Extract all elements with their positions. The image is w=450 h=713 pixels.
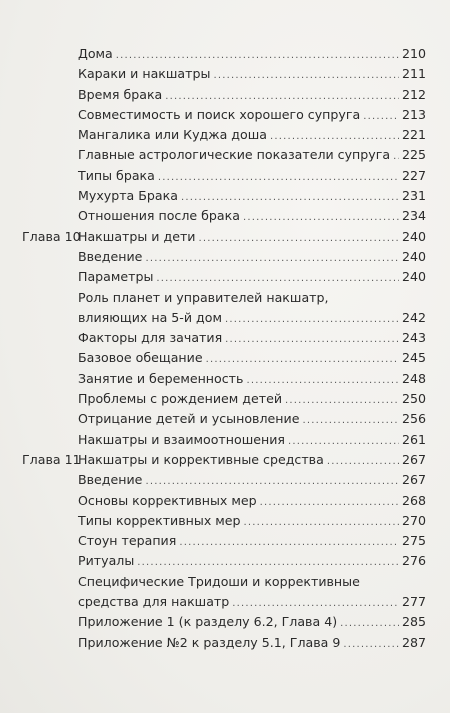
entry-title: средства для накшатр (78, 594, 230, 610)
toc-entry (0, 328, 450, 348)
entry-title: Накшатры и дети (78, 228, 196, 244)
toc-entry (0, 389, 450, 409)
toc-entry (0, 247, 450, 267)
entry-title: Роль планет и управителей накшатр, (78, 289, 329, 305)
dot-leader (270, 127, 399, 147)
toc-entry (0, 592, 450, 612)
dot-leader (285, 391, 399, 411)
page-number: 267 (401, 451, 426, 467)
dot-leader (225, 330, 399, 350)
toc-entry (0, 409, 450, 429)
dot-leader (158, 168, 399, 188)
dot-leader (145, 472, 399, 492)
toc-entry (0, 511, 450, 531)
entry-title: Типы брака (78, 167, 155, 183)
page-number: 210 (401, 46, 426, 61)
toc-entry (0, 267, 450, 287)
entry-title: Параметры (78, 269, 154, 285)
dot-leader (343, 635, 399, 655)
page-number: 240 (401, 248, 426, 264)
entry-title: Время брака (78, 86, 163, 102)
page-number: 256 (401, 411, 426, 427)
toc-entry (0, 105, 450, 125)
page-number: 285 (401, 614, 426, 630)
dot-leader (327, 452, 399, 472)
toc-entry (0, 470, 450, 490)
dot-leader (363, 107, 399, 127)
toc-entry (0, 44, 450, 64)
page-number: 248 (401, 370, 426, 386)
page-number: 287 (401, 634, 426, 650)
page-number: 231 (401, 188, 426, 204)
entry-title: Отношения после брака (78, 208, 240, 224)
page-number: 234 (401, 208, 426, 224)
dot-leader (116, 46, 399, 66)
toc-entry (0, 145, 450, 165)
entry-title: влияющих на 5-й дом (78, 309, 222, 325)
dot-leader (165, 87, 399, 107)
entry-title: Проблемы с рождением детей (78, 391, 283, 407)
entry-title: Отрицание детей и усыновление (78, 411, 300, 427)
dot-leader (179, 533, 399, 553)
page-number: 227 (401, 167, 426, 183)
toc-entry (0, 491, 450, 511)
entry-title: Введение (78, 248, 143, 264)
page-number: 277 (401, 594, 426, 610)
entry-title: Ритуалы (78, 553, 135, 569)
page-number: 213 (401, 106, 426, 122)
dot-leader (340, 614, 399, 634)
toc-entry (0, 572, 450, 592)
toc-entry (0, 551, 450, 571)
toc-entry (0, 430, 450, 450)
toc-entry (0, 308, 450, 328)
page-number: 261 (401, 431, 426, 447)
entry-title: Караки и накшатры (78, 66, 211, 82)
page-number: 240 (401, 269, 426, 285)
entry-title: Занятие и беременность (78, 370, 244, 386)
entry-title: Приложение №2 к разделу 5.1, Глава 9 (78, 634, 341, 650)
dot-leader (244, 513, 399, 533)
entry-title: Введение (78, 472, 143, 488)
entry-title: Стоун терапия (78, 533, 177, 549)
toc-entry (0, 186, 450, 206)
dot-leader (181, 188, 399, 208)
entry-title: Основы коррективных мер (78, 492, 257, 508)
page-number: 270 (401, 512, 426, 528)
entry-title: Приложение 1 (к разделу 6.2, Глава 4) (78, 614, 338, 630)
toc-entry (0, 531, 450, 551)
page-number: 245 (401, 350, 426, 366)
entry-title: Совместимость и поиск хорошего супруга (78, 106, 361, 122)
toc-entry (0, 348, 450, 368)
entry-title: Накшатры и коррективные средства (78, 451, 324, 467)
page-number: 242 (401, 309, 426, 325)
toc-entry (0, 612, 450, 632)
dot-leader (302, 411, 399, 431)
dot-leader (225, 310, 399, 330)
toc-entry (0, 633, 450, 653)
dot-leader (243, 208, 399, 228)
toc-entry (0, 206, 450, 226)
dot-leader (213, 66, 399, 86)
dot-leader (137, 553, 399, 573)
toc-entry (0, 125, 450, 145)
dot-leader (145, 249, 399, 269)
page-number: 240 (401, 228, 426, 244)
page-number: 221 (401, 127, 426, 143)
page-number: 250 (401, 391, 426, 407)
page-number: 211 (401, 66, 426, 82)
page-number: 276 (401, 553, 426, 569)
toc-entry (0, 450, 450, 470)
page-number: 212 (401, 86, 426, 102)
dot-leader (260, 493, 399, 513)
entry-title: Дома (78, 46, 113, 61)
dot-leader (232, 594, 399, 614)
toc-entry (0, 227, 450, 247)
entry-title: Главные астрологические показатели супруга (78, 147, 391, 163)
page-number: 225 (401, 147, 426, 163)
dot-leader (206, 350, 399, 370)
table-of-contents (0, 44, 450, 653)
dot-leader (156, 269, 399, 289)
entry-title: Накшатры и взаимоотношения (78, 431, 285, 447)
entry-title: Мухурта Брака (78, 188, 178, 204)
toc-entry (0, 64, 450, 84)
toc-entry (0, 288, 450, 308)
toc-entry (0, 166, 450, 186)
toc-entry (0, 369, 450, 389)
page-number: 243 (401, 330, 426, 346)
entry-title: Мангалика или Куджа доша (78, 127, 267, 143)
toc-entry (0, 85, 450, 105)
dot-leader (198, 229, 398, 249)
entry-title: Типы коррективных мер (78, 512, 241, 528)
page-number: 267 (401, 472, 426, 488)
chapter-label: Глава 10 (22, 228, 81, 244)
entry-title: Специфические Тридоши и коррективные (78, 573, 360, 589)
page-number: 268 (401, 492, 426, 508)
chapter-label: Глава 11 (22, 451, 81, 467)
page-number: 275 (401, 533, 426, 549)
dot-leader (246, 371, 399, 391)
entry-title: Базовое обещание (78, 350, 203, 366)
entry-title: Факторы для зачатия (78, 330, 223, 346)
dot-leader (288, 432, 399, 452)
